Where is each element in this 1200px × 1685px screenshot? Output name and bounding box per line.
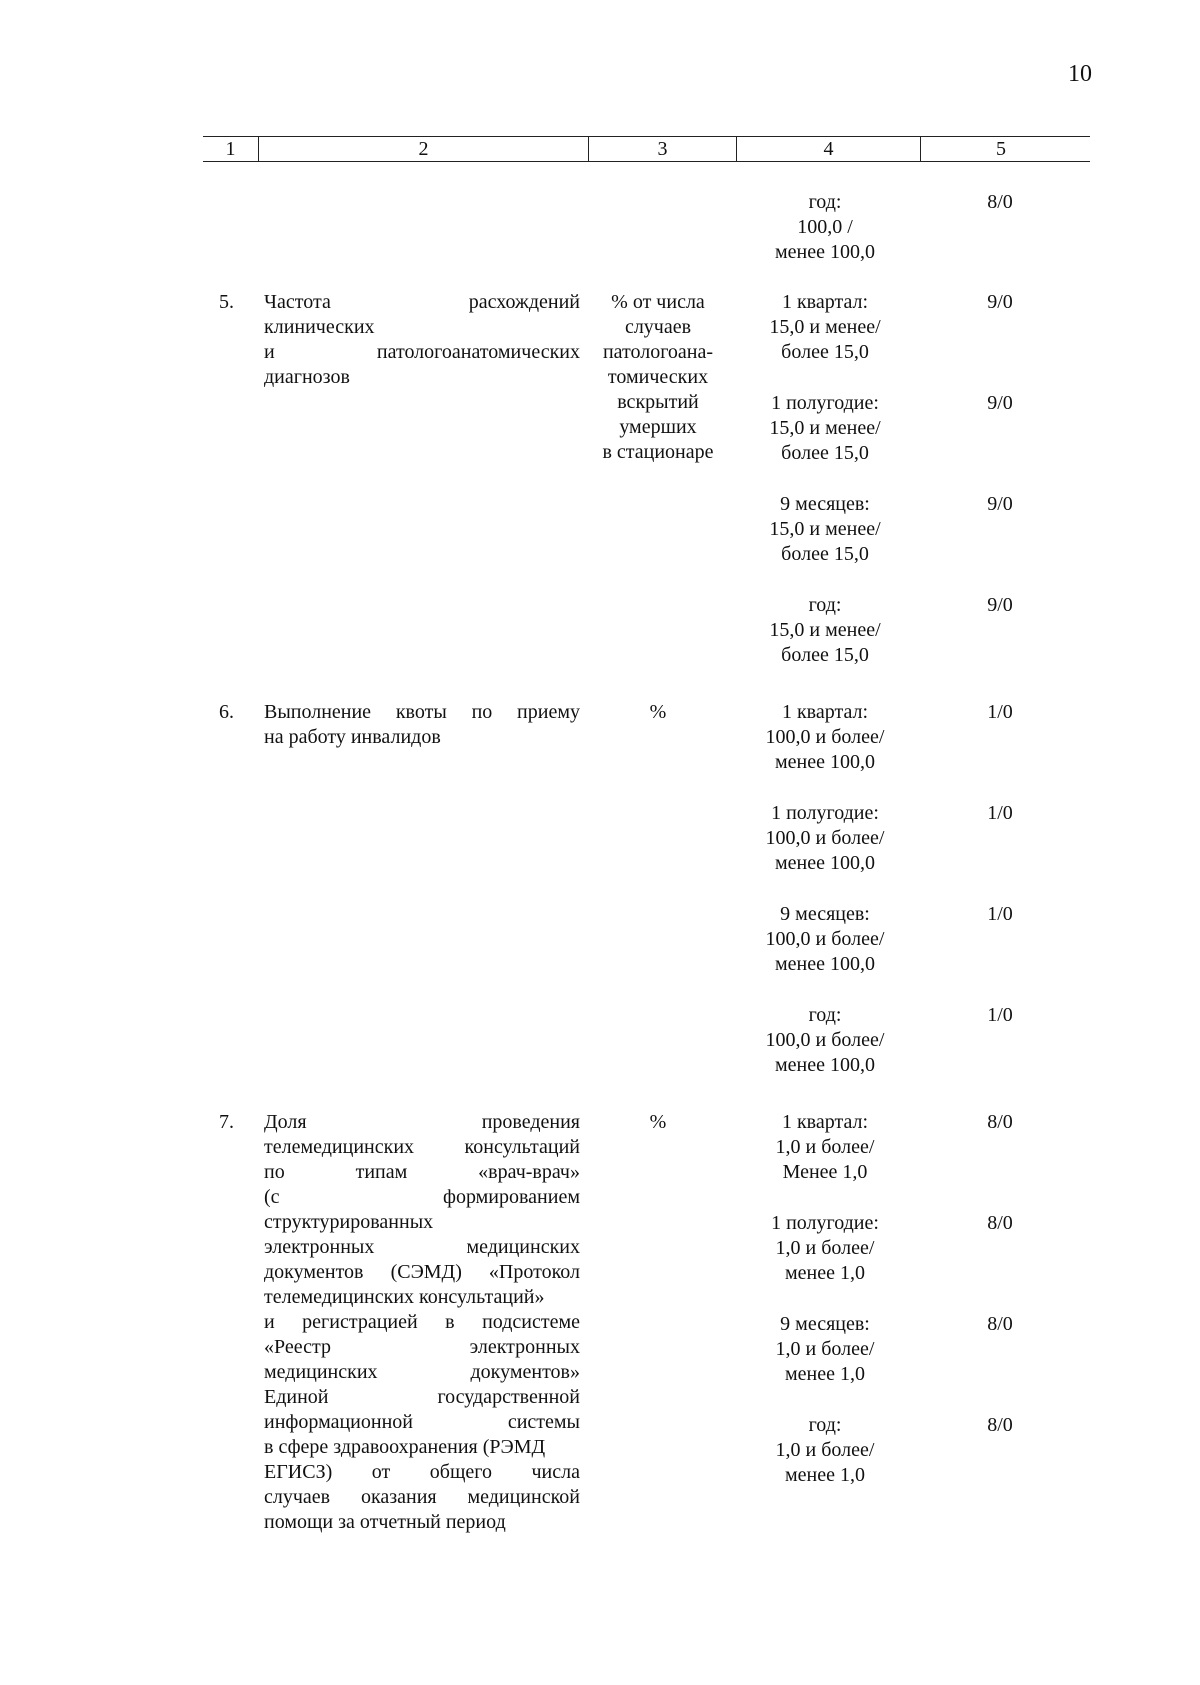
period-line: 100,0 и более/ <box>765 928 885 950</box>
period-line: Менее 1,0 <box>782 1161 868 1183</box>
description-word: (с <box>264 1186 280 1208</box>
row-description <box>264 700 580 750</box>
description-line <box>264 1435 580 1460</box>
period-line: менее 1,0 <box>785 1363 865 1385</box>
score-cell: 9/0 <box>987 493 1013 515</box>
description-line <box>264 700 580 725</box>
header-cell-1: 1 <box>225 138 236 160</box>
description-line <box>264 1385 580 1410</box>
period-cell <box>740 391 910 466</box>
period-line: 1,0 и более/ <box>775 1136 875 1158</box>
description-word: «Протокол <box>488 1261 580 1283</box>
period-cell <box>740 190 910 265</box>
period-line: менее 100,0 <box>775 953 875 975</box>
period-cell <box>740 700 910 775</box>
description-word: общего <box>429 1461 492 1483</box>
period-cell <box>740 1003 910 1078</box>
description-word: клинических <box>264 316 375 338</box>
description-word: типам <box>355 1161 408 1183</box>
row-unit <box>590 290 726 465</box>
description-line <box>264 1110 580 1135</box>
period-line: более 15,0 <box>781 341 869 363</box>
description-word: медицинских <box>466 1236 580 1258</box>
description-word: телемедицинских <box>264 1136 415 1158</box>
period-line: 9 месяцев: <box>780 1313 870 1335</box>
description-line <box>264 1310 580 1335</box>
description-word: и <box>264 341 275 363</box>
period-line: 1 полугодие: <box>771 802 879 824</box>
period-line: 1,0 и более/ <box>775 1439 875 1461</box>
row-unit <box>590 700 726 725</box>
score-cell: 1/0 <box>987 1004 1013 1026</box>
period-cell <box>740 801 910 876</box>
period-cell <box>740 1413 910 1488</box>
table-header <box>203 136 1090 162</box>
score-cell: 1/0 <box>987 903 1013 925</box>
description-word: электронных <box>264 1236 375 1258</box>
description-line <box>264 340 580 365</box>
description-word: «Реестр <box>264 1336 331 1358</box>
period-line: более 15,0 <box>781 442 869 464</box>
period-line: 100,0 / <box>797 216 853 238</box>
description-word: расхождений <box>468 291 580 313</box>
period-line: 1 полугодие: <box>771 1212 879 1234</box>
description-word: в сфере здравоохранения (РЭМД <box>264 1436 546 1458</box>
description-word: структурированных <box>264 1211 434 1233</box>
unit-line: томических <box>607 366 709 388</box>
description-word: подсистеме <box>482 1311 580 1333</box>
period-line: год: <box>808 594 842 616</box>
description-word: и <box>264 1311 275 1333</box>
page-number: 10 <box>1068 61 1092 87</box>
description-word: Частота <box>264 291 331 313</box>
period-line: менее 100,0 <box>775 852 875 874</box>
description-word: ЕГИСЗ) <box>264 1461 333 1483</box>
header-cell-3: 3 <box>657 138 668 160</box>
score-cell: 8/0 <box>987 1313 1013 1335</box>
description-line <box>264 1210 580 1235</box>
description-word: случаев <box>264 1486 331 1508</box>
description-word: (СЭМД) <box>390 1261 462 1283</box>
header-cell-5: 5 <box>996 138 1006 160</box>
description-word: государственной <box>437 1386 580 1408</box>
row-unit <box>590 1110 726 1135</box>
period-line: 1,0 и более/ <box>775 1237 875 1259</box>
row-number: 5. <box>219 291 234 313</box>
unit-line: случаев <box>624 316 692 338</box>
description-word: консультаций <box>464 1136 580 1158</box>
score-cell: 8/0 <box>987 1212 1013 1234</box>
description-word: документов» <box>470 1361 580 1383</box>
description-word: по <box>264 1161 285 1183</box>
description-word: квоты <box>395 701 447 723</box>
description-word: приему <box>517 701 580 723</box>
period-line: 1 квартал: <box>781 1111 869 1133</box>
description-line <box>264 1410 580 1435</box>
unit-line: % <box>649 1111 667 1133</box>
description-word: системы <box>507 1411 580 1433</box>
period-line: менее 100,0 <box>775 241 875 263</box>
unit-line: в стационаре <box>602 441 714 463</box>
period-line: менее 100,0 <box>775 751 875 773</box>
score-cell: 1/0 <box>987 701 1013 723</box>
description-line <box>264 365 580 390</box>
period-line: 9 месяцев: <box>780 903 870 925</box>
description-word: формированием <box>442 1186 580 1208</box>
description-line <box>264 1360 580 1385</box>
period-line: год: <box>808 1414 842 1436</box>
period-cell <box>740 1312 910 1387</box>
description-word: Выполнение <box>264 701 372 723</box>
description-word: патологоанатомических <box>376 341 580 363</box>
period-cell <box>740 593 910 668</box>
description-word: диагнозов <box>264 366 350 388</box>
score-cell: 9/0 <box>987 392 1013 414</box>
description-line <box>264 1260 580 1285</box>
period-line: более 15,0 <box>781 543 869 565</box>
description-line <box>264 1485 580 1510</box>
unit-line: % <box>649 701 667 723</box>
period-line: менее 1,0 <box>785 1464 865 1486</box>
period-line: более 15,0 <box>781 644 869 666</box>
description-line <box>264 1510 580 1535</box>
period-cell <box>740 290 910 365</box>
period-line: 15,0 и менее/ <box>769 518 881 540</box>
description-word: медицинской <box>467 1486 580 1508</box>
description-word: оказания <box>360 1486 437 1508</box>
description-line <box>264 315 580 340</box>
description-word: электронных <box>469 1336 580 1358</box>
period-cell <box>740 1211 910 1286</box>
score-cell: 1/0 <box>987 802 1013 824</box>
period-line: менее 100,0 <box>775 1054 875 1076</box>
row-number: 7. <box>219 1111 234 1133</box>
description-word: на работу инвалидов <box>264 726 441 748</box>
description-word: «врач-врач» <box>478 1161 580 1183</box>
header-bottom-rule <box>203 161 1090 162</box>
description-line <box>264 290 580 315</box>
row-description <box>264 1110 580 1535</box>
description-word: числа <box>531 1461 580 1483</box>
description-word: медицинских <box>264 1361 378 1383</box>
description-word: Доля <box>264 1111 307 1133</box>
period-line: год: <box>808 191 842 213</box>
description-word: в <box>445 1311 455 1333</box>
description-line <box>264 1185 580 1210</box>
description-line <box>264 1135 580 1160</box>
description-word: информационной <box>264 1411 413 1433</box>
description-word: телемедицинских консультаций» <box>264 1286 545 1308</box>
period-cell <box>740 902 910 977</box>
description-line <box>264 725 580 750</box>
period-cell <box>740 1110 910 1185</box>
period-line: год: <box>808 1004 842 1026</box>
unit-line: вскрытий <box>617 391 699 413</box>
period-line: менее 1,0 <box>785 1262 865 1284</box>
period-line: 9 месяцев: <box>780 493 870 515</box>
description-line <box>264 1460 580 1485</box>
unit-line: умерших <box>619 416 697 438</box>
period-line: 1 полугодие: <box>771 392 879 414</box>
period-cell <box>740 492 910 567</box>
header-cell-2: 2 <box>418 138 429 160</box>
description-line <box>264 1335 580 1360</box>
description-word: документов <box>264 1261 364 1283</box>
period-line: 1 квартал: <box>781 291 869 313</box>
unit-line: патологоана- <box>602 341 714 363</box>
row-description <box>264 290 580 390</box>
row-number: 6. <box>219 701 234 723</box>
description-line <box>264 1285 580 1310</box>
score-cell: 8/0 <box>987 191 1013 213</box>
period-line: 100,0 и более/ <box>765 1029 885 1051</box>
score-cell: 8/0 <box>987 1111 1013 1133</box>
description-word: проведения <box>481 1111 580 1133</box>
period-line: 1 квартал: <box>781 701 869 723</box>
period-line: 100,0 и более/ <box>765 827 885 849</box>
unit-line: % от числа <box>611 291 705 313</box>
description-word: регистрацией <box>302 1311 418 1333</box>
description-word: помощи за отчетный период <box>264 1511 506 1533</box>
score-cell: 9/0 <box>987 594 1013 616</box>
description-line <box>264 1235 580 1260</box>
period-line: 15,0 и менее/ <box>769 417 881 439</box>
period-line: 1,0 и более/ <box>775 1338 875 1360</box>
description-line <box>264 1160 580 1185</box>
score-cell: 8/0 <box>987 1414 1013 1436</box>
score-cell: 9/0 <box>987 291 1013 313</box>
period-line: 15,0 и менее/ <box>769 316 881 338</box>
period-line: 100,0 и более/ <box>765 726 885 748</box>
description-word: Единой <box>264 1386 329 1408</box>
header-cell-4: 4 <box>823 138 834 160</box>
description-word: от <box>371 1461 391 1483</box>
period-line: 15,0 и менее/ <box>769 619 881 641</box>
description-word: по <box>471 701 493 723</box>
